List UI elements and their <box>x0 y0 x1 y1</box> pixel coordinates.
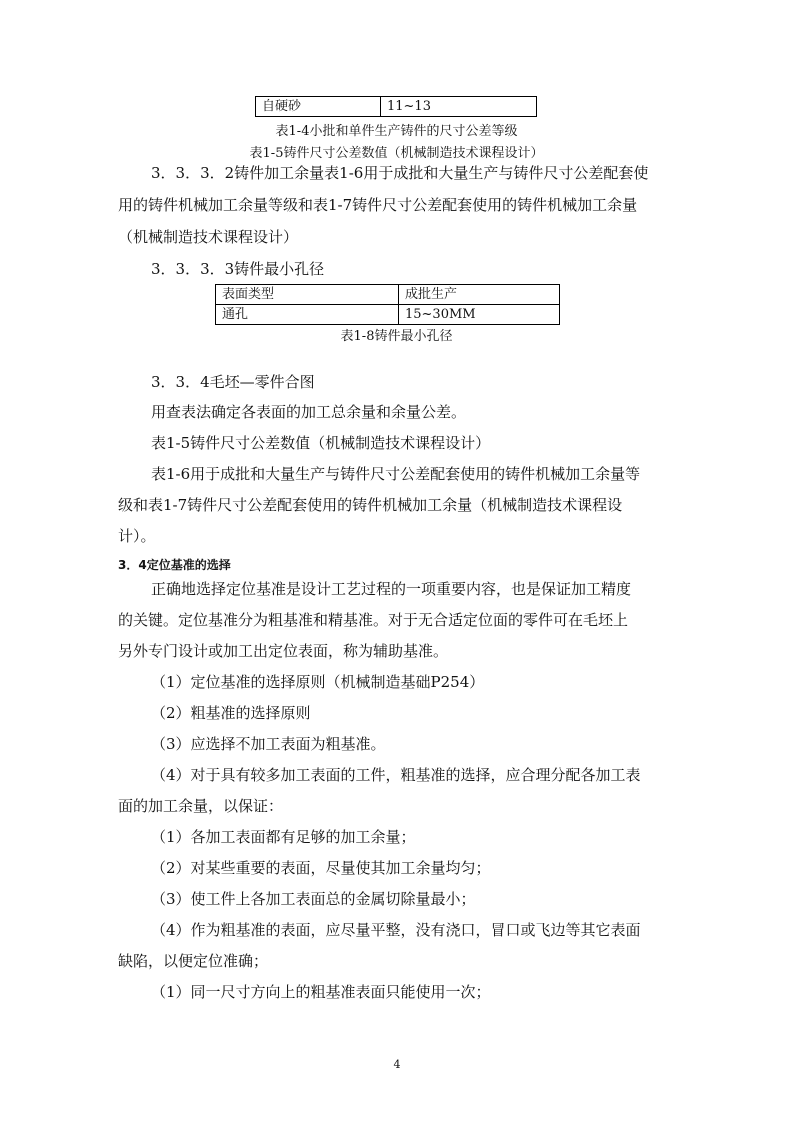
list-item: （1）定位基准的选择原则（机械制造基础P254） <box>151 673 485 691</box>
subsection-heading: 3．3．3．3铸件最小孔径 <box>151 260 325 278</box>
table-row <box>216 305 560 325</box>
list-item: （3）应选择不加工表面为粗基准。 <box>151 735 386 753</box>
list-item: 缺陷，以便定位准确； <box>118 952 269 970</box>
list-item: （3）使工件上各加工表面总的金属切除量最小； <box>151 890 476 908</box>
paragraph-line: 表1-5铸件尺寸公差数值（机械制造技术课程设计） <box>151 434 491 452</box>
list-item: （2）对某些重要的表面，尽量使其加工余量均匀； <box>151 859 491 877</box>
table-header-cell: 表面类型 <box>216 285 399 305</box>
paragraph-line: 用的铸件机械加工余量等级和表1-7铸件尺寸公差配套使用的铸件机械加工余量 <box>118 196 638 214</box>
paragraph-line: 表1-6用于成批和大量生产与铸件尺寸公差配套使用的铸件机械加工余量等 <box>151 465 641 483</box>
list-item: （1）各加工表面都有足够的加工余量； <box>151 828 416 846</box>
list-item: （2）粗基准的选择原则 <box>151 704 311 722</box>
paragraph-line: 计）。 <box>118 527 156 545</box>
table-row <box>216 285 560 305</box>
paragraph-line: （机械制造技术课程设计） <box>118 228 299 246</box>
list-item: （4）对于具有较多加工表面的工件，粗基准的选择，应合理分配各加工表 <box>151 766 641 784</box>
table-min-hole <box>215 284 560 325</box>
table-cell: 11~13 <box>381 97 537 117</box>
table-row <box>256 97 537 117</box>
paragraph-line: 级和表1-7铸件尺寸公差配套使用的铸件机械加工余量（机械制造技术课程设 <box>118 496 623 514</box>
table-caption-1-5: 表1-5铸件尺寸公差数值（机械制造技术课程设计） <box>249 146 544 161</box>
section-heading: 3．4定位基准的选择 <box>118 558 231 572</box>
list-item: 面的加工余量，以保证： <box>118 797 284 815</box>
table-cell: 自硬砂 <box>256 97 381 117</box>
paragraph-line: 正确地选择定位基准是设计工艺过程的一项重要内容，也是保证加工精度 <box>151 580 632 598</box>
list-item: （4）作为粗基准的表面，应尽量平整，没有浇口，冒口或飞边等其它表面 <box>151 921 641 939</box>
table-header-cell: 成批生产 <box>399 285 560 305</box>
table-cell: 15~30MM <box>399 305 560 325</box>
list-item: （1）同一尺寸方向上的粗基准表面只能使用一次； <box>151 983 491 1001</box>
table-caption-1-8: 表1-8铸件最小孔径 <box>340 329 453 344</box>
paragraph-line: 的关键。定位基准分为粗基准和精基准。对于无合适定位面的零件可在毛坯上 <box>118 611 629 629</box>
paragraph-line: 另外专门设计或加工出定位表面，称为辅助基准。 <box>118 642 449 660</box>
paragraph-line: 用查表法确定各表面的加工总余量和余量公差。 <box>151 403 467 421</box>
table-cell: 通孔 <box>216 305 399 325</box>
table-caption-1-4: 表1-4小批和单件生产铸件的尺寸公差等级 <box>275 124 518 139</box>
table-tolerance-grade <box>255 96 537 117</box>
page-number: 4 <box>393 1058 401 1071</box>
subsection-heading: 3．3．4毛坯—零件合图 <box>151 373 315 391</box>
paragraph-line: 3．3．3．2铸件加工余量表1-6用于成批和大量生产与铸件尺寸公差配套使 <box>151 164 649 182</box>
